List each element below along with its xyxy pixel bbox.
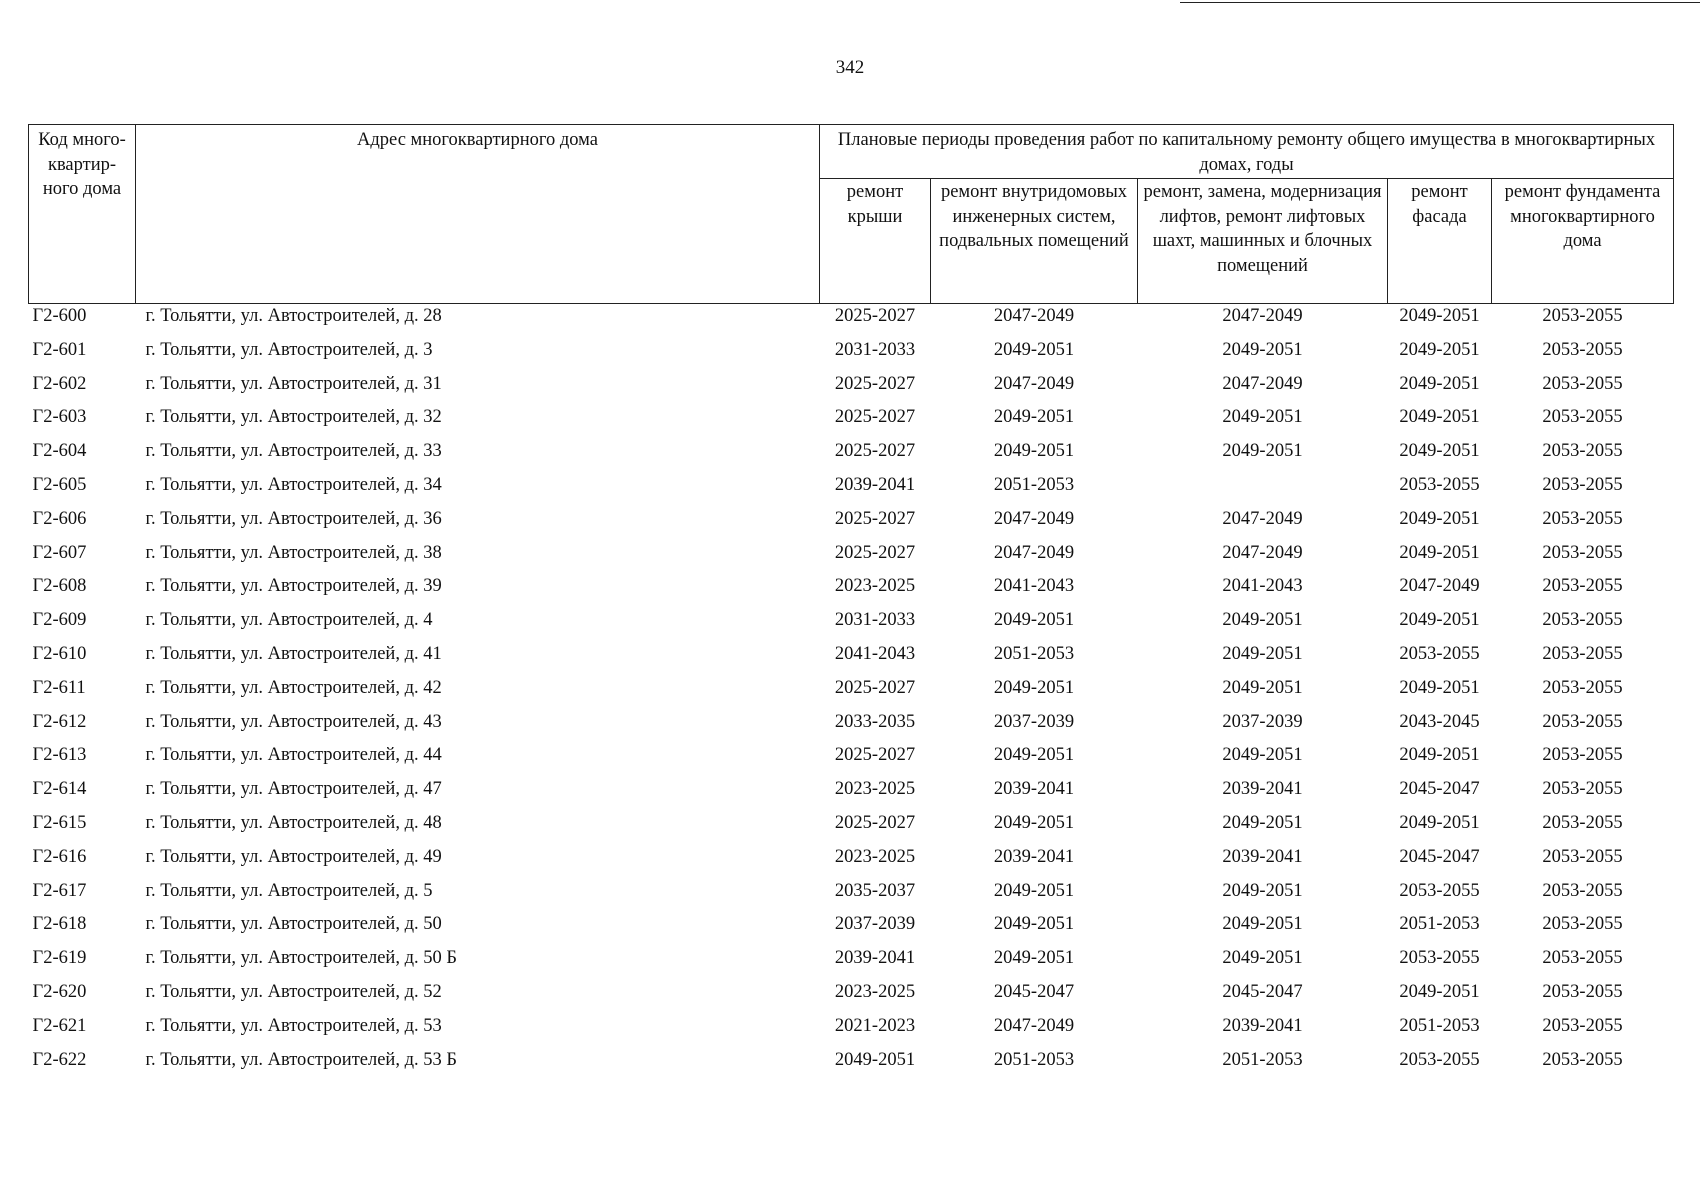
cell-systems: 2047-2049 (993, 373, 1075, 394)
cell-address: г. Тольятти, ул. Автостроителей, д. 28 (145, 306, 442, 326)
table-row (29, 946, 1674, 980)
cell-roof: 2023-2025 (834, 846, 916, 867)
cell-lifts: 2047-2049 (1222, 508, 1303, 529)
cell-roof: 2037-2039 (834, 914, 916, 935)
cell-roof: 2049-2051 (834, 1049, 916, 1070)
cell-roof: 2035-2037 (834, 880, 916, 901)
cell-address: г. Тольятти, ул. Автостроителей, д. 32 (145, 407, 442, 428)
cell-lifts: 2045-2047 (1222, 981, 1303, 1002)
cell-systems: 2051-2053 (993, 1049, 1075, 1070)
cell-foundation: 2053-2055 (1542, 306, 1623, 326)
cell-code: Г2-610 (32, 643, 87, 664)
cell-foundation: 2053-2055 (1542, 542, 1623, 563)
header-address: Адрес многоквартирного дома (136, 125, 820, 304)
cell-systems: 2047-2049 (993, 542, 1075, 563)
cell-facade: 2051-2053 (1399, 1015, 1480, 1036)
cell-facade: 2053-2055 (1399, 948, 1480, 969)
cell-lifts: 2039-2041 (1222, 846, 1303, 867)
cell-lifts: 2049-2051 (1222, 339, 1303, 360)
cell-foundation: 2053-2055 (1542, 576, 1623, 597)
cell-lifts: 2051-2053 (1222, 1049, 1303, 1070)
cell-lifts: 2049-2051 (1222, 948, 1303, 969)
cell-facade: 2049-2051 (1399, 306, 1480, 326)
cell-systems: 2049-2051 (993, 407, 1075, 428)
cell-address: г. Тольятти, ул. Автостроителей, д. 36 (145, 508, 442, 529)
cell-code: Г2-618 (32, 914, 87, 935)
cell-facade: 2045-2047 (1399, 846, 1480, 867)
cell-code: Г2-602 (32, 373, 87, 394)
cell-systems: 2049-2051 (993, 677, 1075, 698)
table-row (29, 710, 1674, 744)
cell-foundation: 2053-2055 (1542, 745, 1623, 766)
cell-foundation: 2053-2055 (1542, 339, 1623, 360)
table-row (29, 608, 1674, 642)
table-row (29, 473, 1674, 507)
cell-code: Г2-613 (32, 745, 87, 766)
cell-facade: 2049-2051 (1399, 610, 1480, 631)
table-row (29, 1014, 1674, 1048)
cell-roof: 2039-2041 (834, 474, 916, 495)
cell-roof: 2025-2027 (834, 745, 916, 766)
cell-systems: 2039-2041 (993, 779, 1075, 800)
cell-systems: 2051-2053 (993, 474, 1075, 495)
cell-address: г. Тольятти, ул. Автостроителей, д. 42 (145, 677, 442, 698)
cell-address: г. Тольятти, ул. Автостроителей, д. 34 (145, 474, 442, 495)
cell-roof: 2025-2027 (834, 407, 916, 428)
cell-facade: 2049-2051 (1399, 542, 1480, 563)
cell-facade: 2049-2051 (1399, 373, 1480, 394)
repair-plan-table (28, 124, 1674, 1081)
cell-foundation: 2053-2055 (1542, 1049, 1623, 1070)
cell-code: Г2-614 (32, 779, 87, 800)
cell-facade: 2047-2049 (1399, 576, 1480, 597)
table-body (29, 304, 1674, 1082)
cell-foundation: 2053-2055 (1542, 846, 1623, 867)
cell-systems: 2039-2041 (993, 846, 1075, 867)
cell-code: Г2-600 (32, 306, 87, 326)
cell-foundation: 2053-2055 (1542, 948, 1623, 969)
cell-address: г. Тольятти, ул. Автостроителей, д. 49 (145, 846, 442, 867)
cell-facade: 2053-2055 (1399, 880, 1480, 901)
cell-address: г. Тольятти, ул. Автостроителей, д. 53 (145, 1015, 442, 1036)
table-row (29, 811, 1674, 845)
cell-roof: 2039-2041 (834, 948, 916, 969)
cell-facade: 2049-2051 (1399, 981, 1480, 1002)
cell-lifts: 2049-2051 (1222, 441, 1303, 462)
cell-roof: 2031-2033 (834, 339, 916, 360)
cell-foundation: 2053-2055 (1542, 373, 1623, 394)
cell-facade: 2045-2047 (1399, 779, 1480, 800)
cell-code: Г2-611 (32, 677, 86, 698)
cell-code: Г2-605 (32, 474, 87, 495)
cell-lifts: 2049-2051 (1222, 812, 1303, 833)
cell-lifts (1138, 473, 1388, 507)
cell-roof: 2025-2027 (834, 441, 916, 462)
cell-facade: 2053-2055 (1399, 1049, 1480, 1070)
cell-roof: 2025-2027 (834, 677, 916, 698)
cell-address: г. Тольятти, ул. Автостроителей, д. 3 (145, 339, 433, 360)
cell-roof: 2023-2025 (834, 576, 916, 597)
cell-foundation: 2053-2055 (1542, 779, 1623, 800)
cell-lifts: 2039-2041 (1222, 779, 1303, 800)
header-planned-periods: Плановые периоды проведения работ по капитальному ремонту общего имущества в многоквартирных домах, годы (820, 125, 1674, 179)
cell-facade: 2049-2051 (1399, 677, 1480, 698)
cell-address: г. Тольятти, ул. Автостроителей, д. 47 (145, 779, 442, 800)
cell-facade: 2043-2045 (1399, 711, 1480, 732)
cell-lifts: 2049-2051 (1222, 677, 1303, 698)
header-systems: ремонт внутридомовых инженерных систем, подвальных помещений (931, 179, 1138, 304)
table-row (29, 541, 1674, 575)
cell-address: г. Тольятти, ул. Автостроителей, д. 31 (145, 373, 442, 394)
cell-code: Г2-621 (32, 1015, 87, 1036)
cell-code: Г2-601 (32, 339, 87, 360)
cell-systems: 2049-2051 (993, 880, 1075, 901)
table-row (29, 777, 1674, 811)
cell-address: г. Тольятти, ул. Автостроителей, д. 52 (145, 981, 442, 1002)
header-code: Код много-квартир-ного дома (29, 125, 136, 304)
cell-address: г. Тольятти, ул. Автостроителей, д. 5 (145, 880, 433, 901)
cell-lifts: 2037-2039 (1222, 711, 1303, 732)
cell-address: г. Тольятти, ул. Автостроителей, д. 50 (145, 914, 442, 935)
cell-lifts: 2047-2049 (1222, 542, 1303, 563)
table-row (29, 574, 1674, 608)
cell-address: г. Тольятти, ул. Автостроителей, д. 38 (145, 542, 442, 563)
cell-code: Г2-608 (32, 576, 87, 597)
cell-lifts: 2049-2051 (1222, 407, 1303, 428)
cell-systems: 2049-2051 (993, 812, 1075, 833)
cell-code: Г2-604 (32, 441, 87, 462)
header-roof: ремонт крыши (820, 179, 931, 304)
cell-code: Г2-612 (32, 711, 87, 732)
cell-lifts: 2049-2051 (1222, 643, 1303, 664)
table-row (29, 879, 1674, 913)
cell-facade: 2049-2051 (1399, 407, 1480, 428)
cell-roof: 2033-2035 (834, 711, 916, 732)
cell-code: Г2-620 (32, 981, 87, 1002)
cell-code: Г2-622 (32, 1049, 87, 1070)
cell-roof: 2025-2027 (834, 542, 916, 563)
table-row (29, 405, 1674, 439)
table-row (29, 304, 1674, 338)
header-lifts: ремонт, замена, модернизация лифтов, ремонт лифтовых шахт, машинных и блочных помещений (1138, 179, 1388, 304)
cell-address: г. Тольятти, ул. Автостроителей, д. 53 Б (145, 1049, 457, 1070)
page-number: 342 (835, 57, 865, 78)
cell-roof: 2023-2025 (834, 981, 916, 1002)
top-rule (1180, 2, 1700, 3)
cell-foundation: 2053-2055 (1542, 508, 1623, 529)
cell-roof: 2025-2027 (834, 508, 916, 529)
cell-address: г. Тольятти, ул. Автостроителей, д. 39 (145, 576, 442, 597)
cell-systems: 2049-2051 (993, 610, 1075, 631)
table-row (29, 743, 1674, 777)
cell-facade: 2053-2055 (1399, 474, 1480, 495)
table-row (29, 372, 1674, 406)
cell-facade: 2049-2051 (1399, 508, 1480, 529)
cell-code: Г2-617 (32, 880, 87, 901)
table-row (29, 845, 1674, 879)
cell-roof: 2025-2027 (834, 373, 916, 394)
cell-code: Г2-609 (32, 610, 87, 631)
cell-foundation: 2053-2055 (1542, 1015, 1623, 1036)
table-row (29, 980, 1674, 1014)
cell-facade: 2049-2051 (1399, 812, 1480, 833)
cell-roof: 2041-2043 (834, 643, 916, 664)
cell-systems: 2049-2051 (993, 948, 1075, 969)
cell-lifts: 2049-2051 (1222, 914, 1303, 935)
cell-facade: 2049-2051 (1399, 339, 1480, 360)
cell-address: г. Тольятти, ул. Автостроителей, д. 33 (145, 441, 442, 462)
cell-facade: 2053-2055 (1399, 643, 1480, 664)
cell-systems: 2041-2043 (993, 576, 1075, 597)
cell-roof: 2025-2027 (834, 306, 916, 326)
cell-foundation: 2053-2055 (1542, 643, 1623, 664)
table-row (29, 439, 1674, 473)
cell-systems: 2037-2039 (993, 711, 1075, 732)
table-row (29, 507, 1674, 541)
cell-address: г. Тольятти, ул. Автостроителей, д. 50 Б (145, 948, 457, 969)
cell-systems: 2045-2047 (993, 981, 1075, 1002)
table-row (29, 1048, 1674, 1082)
cell-foundation: 2053-2055 (1542, 441, 1623, 462)
cell-code: Г2-616 (32, 846, 87, 867)
cell-foundation: 2053-2055 (1542, 880, 1623, 901)
cell-foundation: 2053-2055 (1542, 981, 1623, 1002)
cell-systems: 2047-2049 (993, 508, 1075, 529)
cell-lifts: 2047-2049 (1222, 306, 1303, 326)
cell-lifts: 2049-2051 (1222, 610, 1303, 631)
cell-foundation: 2053-2055 (1542, 407, 1623, 428)
cell-foundation: 2053-2055 (1542, 711, 1623, 732)
cell-facade: 2049-2051 (1399, 745, 1480, 766)
cell-roof: 2021-2023 (834, 1015, 916, 1036)
cell-code: Г2-607 (32, 542, 87, 563)
cell-roof: 2031-2033 (834, 610, 916, 631)
cell-systems: 2047-2049 (993, 306, 1075, 326)
cell-lifts: 2039-2041 (1222, 1015, 1303, 1036)
cell-systems: 2051-2053 (993, 643, 1075, 664)
cell-systems: 2049-2051 (993, 441, 1075, 462)
cell-address: г. Тольятти, ул. Автостроителей, д. 44 (145, 745, 442, 766)
header-facade: ремонт фасада (1388, 179, 1492, 304)
cell-address: г. Тольятти, ул. Автостроителей, д. 43 (145, 711, 442, 732)
cell-roof: 2025-2027 (834, 812, 916, 833)
cell-systems: 2049-2051 (993, 339, 1075, 360)
cell-code: Г2-606 (32, 508, 87, 529)
cell-foundation: 2053-2055 (1542, 474, 1623, 495)
header-foundation: ремонт фундамента многоквартирного дома (1492, 179, 1674, 304)
cell-systems: 2049-2051 (993, 745, 1075, 766)
cell-lifts: 2047-2049 (1222, 373, 1303, 394)
cell-code: Г2-603 (32, 407, 87, 428)
cell-foundation: 2053-2055 (1542, 812, 1623, 833)
table-row (29, 912, 1674, 946)
cell-address: г. Тольятти, ул. Автостроителей, д. 41 (145, 643, 442, 664)
table-row (29, 642, 1674, 676)
cell-address: г. Тольятти, ул. Автостроителей, д. 4 (145, 610, 433, 631)
cell-facade: 2049-2051 (1399, 441, 1480, 462)
cell-code: Г2-615 (32, 812, 87, 833)
cell-lifts: 2049-2051 (1222, 745, 1303, 766)
cell-foundation: 2053-2055 (1542, 677, 1623, 698)
cell-foundation: 2053-2055 (1542, 914, 1623, 935)
cell-facade: 2051-2053 (1399, 914, 1480, 935)
cell-lifts: 2049-2051 (1222, 880, 1303, 901)
cell-systems: 2047-2049 (993, 1015, 1075, 1036)
table-row (29, 676, 1674, 710)
cell-foundation: 2053-2055 (1542, 610, 1623, 631)
cell-address: г. Тольятти, ул. Автостроителей, д. 48 (145, 812, 442, 833)
cell-code: Г2-619 (32, 948, 87, 969)
cell-roof: 2023-2025 (834, 779, 916, 800)
cell-lifts: 2041-2043 (1222, 576, 1303, 597)
table-row (29, 338, 1674, 372)
cell-systems: 2049-2051 (993, 914, 1075, 935)
table-header (29, 125, 1674, 304)
